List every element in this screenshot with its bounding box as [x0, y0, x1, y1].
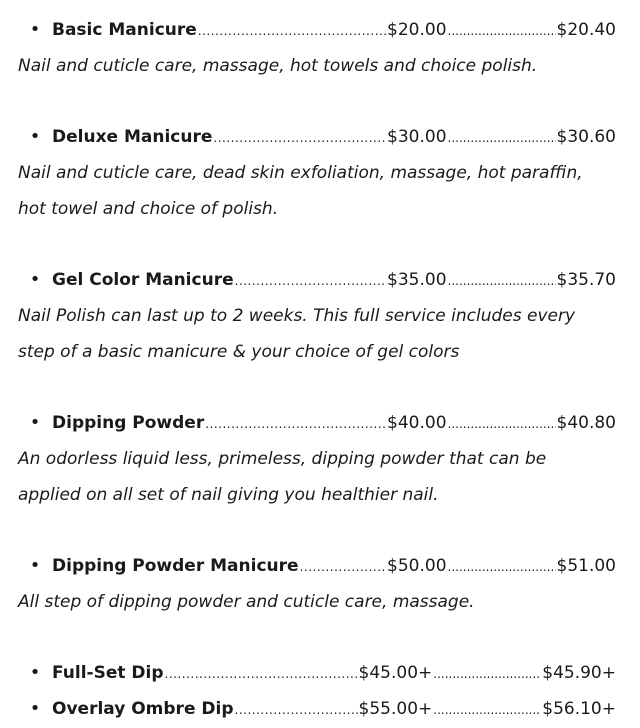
bullet-icon: • — [29, 19, 41, 40]
dot-leader — [205, 406, 386, 442]
service-row — [18, 691, 616, 727]
service-item — [18, 691, 616, 727]
service-row — [18, 12, 616, 48]
bullet-icon: • — [29, 555, 41, 576]
service-price-alt: $51.00 — [556, 556, 616, 576]
service-price: $45.00+ — [358, 663, 433, 683]
service-name: Basic Manicure — [52, 20, 197, 40]
dot-leader — [433, 656, 541, 692]
service-name: Gel Color Manicure — [52, 270, 234, 290]
dot-leader — [198, 13, 386, 49]
dot-leader — [448, 406, 556, 442]
service-item — [18, 405, 616, 513]
service-price: $50.00 — [387, 556, 447, 576]
service-price: $20.00 — [387, 20, 447, 40]
dot-leader — [213, 120, 386, 156]
dot-leader — [448, 263, 556, 299]
service-description: All step of dipping powder and cuticle care, massage. — [18, 592, 475, 612]
bullet-icon: • — [29, 269, 41, 290]
dot-leader — [165, 656, 358, 692]
service-row — [18, 405, 616, 441]
service-price: $55.00+ — [358, 699, 433, 719]
service-item — [18, 655, 616, 691]
service-name: Dipping Powder — [52, 413, 205, 433]
service-name: Deluxe Manicure — [52, 127, 213, 147]
service-price-alt: $20.40 — [556, 20, 616, 40]
service-name: Dipping Powder Manicure — [52, 556, 299, 576]
dot-leader — [433, 692, 541, 728]
service-price-alt: $56.10+ — [542, 699, 616, 719]
service-price-alt: $35.70 — [556, 270, 616, 290]
service-description: An odorless liquid less, primeless, dipping powder that can be applied on all set of nail giving you healthier nail. — [18, 449, 547, 505]
dot-leader — [448, 549, 556, 585]
service-description: Nail and cuticle care, massage, hot towels and choice polish. — [18, 56, 538, 76]
dot-leader — [448, 13, 556, 49]
dot-leader — [448, 120, 556, 156]
dot-leader — [235, 692, 358, 728]
service-price-alt: $30.60 — [556, 127, 616, 147]
dot-leader — [300, 549, 386, 585]
service-price: $40.00 — [387, 413, 447, 433]
bullet-icon: • — [29, 662, 41, 683]
bullet-icon: • — [29, 698, 41, 719]
service-description: Nail Polish can last up to 2 weeks. This full service includes every step of a basic manicure & your choice of gel colors — [18, 306, 576, 362]
service-price-alt: $40.80 — [556, 413, 616, 433]
service-name: Overlay Ombre Dip — [52, 699, 234, 719]
service-row — [18, 548, 616, 584]
service-item — [18, 262, 616, 370]
service-row — [18, 655, 616, 691]
service-row — [18, 262, 616, 298]
service-price: $35.00 — [387, 270, 447, 290]
service-price-alt: $45.90+ — [542, 663, 616, 683]
bullet-icon: • — [29, 126, 41, 147]
service-price: $30.00 — [387, 127, 447, 147]
service-item — [18, 548, 616, 620]
service-description: Nail and cuticle care, dead skin exfoliation, massage, hot paraffin, hot towel and choice of polish. — [18, 163, 583, 219]
bullet-icon: • — [29, 412, 41, 433]
service-item — [18, 12, 616, 84]
service-row — [18, 119, 616, 155]
service-name: Full-Set Dip — [52, 663, 164, 683]
dot-leader — [235, 263, 386, 299]
service-item — [18, 119, 616, 227]
